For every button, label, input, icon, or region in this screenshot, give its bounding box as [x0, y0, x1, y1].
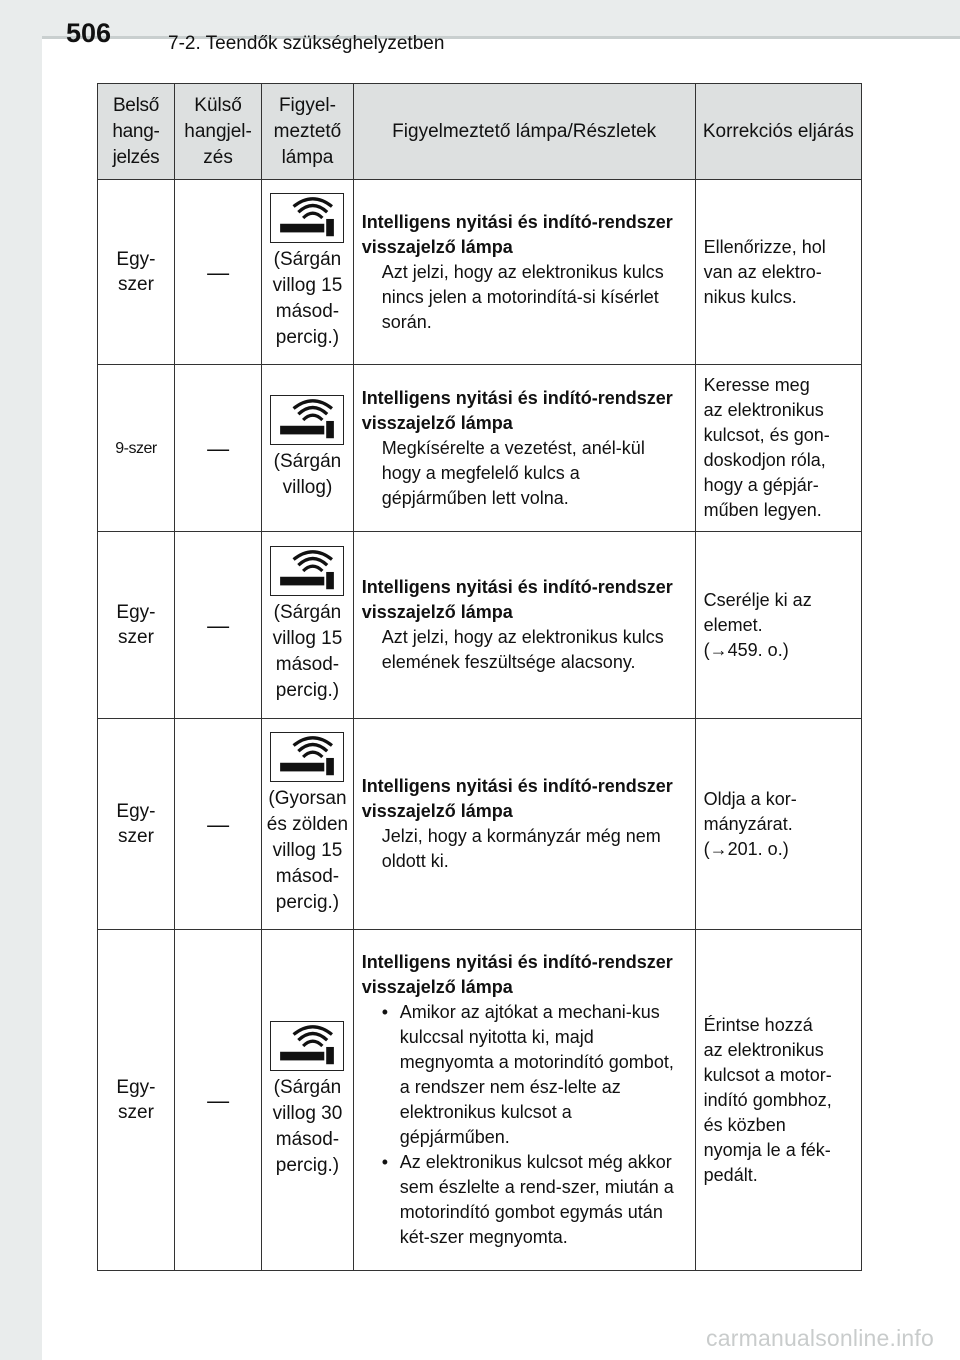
warning-light-cell [262, 532, 353, 719]
correction-line: pedált. [703, 1164, 758, 1185]
correction-cell [695, 719, 861, 930]
external-buzzer-cell: — [174, 365, 261, 532]
correction-line: kulcsot a motor- [703, 1064, 832, 1085]
internal-buzzer-cell: Egy-szer [98, 180, 175, 365]
lamp-note: (Sárgán villog 15 másod-percig.) [272, 602, 343, 701]
lamp-note: (Sárgán villog 15 másod-percig.) [272, 249, 343, 348]
detail-title: Intelligens nyitási és indító-rendszer visszajelző lámpa [361, 211, 673, 257]
internal-buzzer-cell: Egy-szer [98, 930, 175, 1271]
table-header-row [98, 84, 862, 180]
warning-light-cell [262, 365, 353, 532]
detail-bullet: • Amikor az ajtókat a mechani-kus kulccsal nyitotta ki, majd megnyomta a motorindító gombot, a rendszer nem ész-lelte az elektronikus kulcsot a gépjárműben. [362, 1000, 687, 1150]
correction-line: elemet. [703, 614, 763, 635]
detail-body: Megkísérelte a vezetést, anél-kül hogy a megfelelő kulcs a gépjárműben lett volna. [381, 437, 645, 508]
page-number: 506 [66, 18, 112, 48]
correction-line: Cserélje ki az [703, 589, 812, 610]
correction-line: nikus kulcs. [703, 286, 797, 307]
details-cell [353, 930, 695, 1271]
smart-key-lamp-icon [270, 193, 344, 243]
correction-line: doskodjon róla, [703, 450, 826, 470]
correction-line: nyomja le a fék- [703, 1139, 831, 1160]
warning-table [97, 83, 862, 1271]
smart-key-lamp-icon [270, 1021, 344, 1071]
correction-line: az elektronikus [703, 1039, 824, 1060]
left-margin-band [0, 0, 42, 1360]
detail-title: Intelligens nyitási és indító-rendszer visszajelző lámpa [361, 952, 673, 997]
internal-buzzer-cell: Egy-szer [98, 532, 175, 719]
correction-line: Ellenőrizze, hol [703, 236, 826, 257]
detail-body: Azt jelzi, hogy az elektronikus kulcs nincs jelen a motorindítá-si kísérlet során. [381, 261, 664, 332]
correction-line: (→459. o.) [703, 639, 789, 660]
external-buzzer-cell: — [174, 532, 261, 719]
correction-line: hogy a gépjár- [703, 475, 819, 495]
table-row [98, 365, 862, 532]
correction-line: van az elektro- [703, 261, 822, 282]
table-row [98, 180, 862, 365]
internal-buzzer-cell: 9-szer [98, 365, 175, 532]
header-correction: Korrekciós eljárás [695, 84, 861, 180]
detail-title: Intelligens nyitási és indító-rendszer visszajelző lámpa [361, 577, 673, 622]
correction-cell [695, 365, 861, 532]
table-row [98, 719, 862, 930]
correction-line: műben legyen. [703, 500, 822, 520]
detail-title: Intelligens nyitási és indító-rendszer visszajelző lámpa [361, 776, 673, 821]
correction-line: Oldja a kor- [703, 788, 797, 809]
header-details: Figyelmeztető lámpa/Részletek [353, 84, 695, 180]
table-row [98, 532, 862, 719]
correction-line: kulcsot, és gon- [703, 425, 830, 445]
smart-key-lamp-icon [270, 732, 344, 782]
correction-cell [695, 532, 861, 719]
internal-buzzer-cell: Egy-szer [98, 719, 175, 930]
external-buzzer-cell: — [174, 180, 261, 365]
detail-bullet-list [362, 1000, 687, 1250]
smart-key-lamp-icon [270, 395, 344, 445]
table-row [98, 930, 862, 1271]
smart-key-lamp-icon [270, 546, 344, 596]
external-buzzer-cell: — [174, 719, 261, 930]
correction-cell [695, 180, 861, 365]
section-title: 7-2. Teendők szükséghelyzetben [168, 33, 445, 54]
correction-line: és közben [703, 1114, 786, 1135]
correction-line: Érintse hozzá [703, 1014, 813, 1035]
details-cell [353, 532, 695, 719]
warning-light-cell [262, 930, 353, 1271]
warning-light-cell [262, 719, 353, 930]
details-cell [353, 719, 695, 930]
external-buzzer-cell: — [174, 930, 261, 1271]
header-external-buzzer: Külső hangjel-zés [174, 84, 261, 180]
detail-bullet: • Az elektronikus kulcsot még akkor sem észlelte a rend-szer, miután a motorindító gombot egymás után két-szer megnyomta. [362, 1150, 687, 1250]
correction-line: indító gombhoz, [703, 1089, 832, 1110]
lamp-note: (Sárgán villog 30 másod-percig.) [272, 1077, 343, 1176]
correction-cell [695, 930, 861, 1271]
detail-body: Azt jelzi, hogy az elektronikus kulcs elemének feszültsége alacsony. [381, 627, 664, 672]
lamp-note: (Sárgán villog) [273, 451, 342, 498]
details-cell [353, 365, 695, 532]
warning-light-cell [262, 180, 353, 365]
header-internal-buzzer: Belső hang-jelzés [98, 84, 175, 180]
correction-line: Keresse meg [703, 375, 810, 395]
lamp-note: (Gyorsan és zölden villog 15 másod-percig.) [266, 788, 349, 913]
correction-line: (→201. o.) [703, 838, 789, 859]
details-cell [353, 180, 695, 365]
correction-line: az elektronikus [703, 400, 824, 420]
watermark-text: carmanualsonline.info [706, 1325, 934, 1351]
header-warning-light: Figyel-meztető lámpa [262, 84, 353, 180]
detail-body: Jelzi, hogy a kormányzár még nem oldott ki. [381, 826, 661, 871]
detail-title: Intelligens nyitási és indító-rendszer visszajelző lámpa [361, 387, 673, 433]
correction-line: mányzárat. [703, 813, 793, 834]
header-band [0, 0, 960, 36]
